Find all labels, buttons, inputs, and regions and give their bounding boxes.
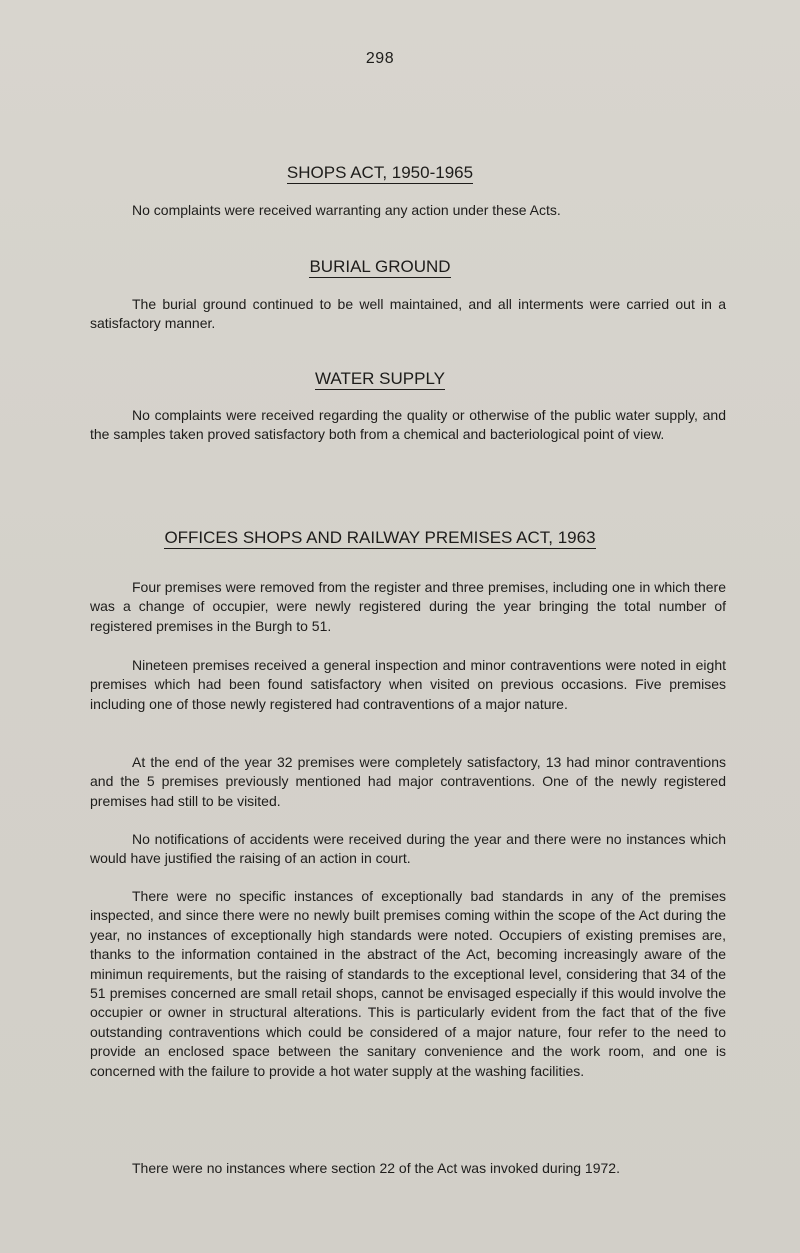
heading-text: WATER SUPPLY [314, 369, 446, 388]
paragraph-burial-ground: The burial ground continued to be well maintained, and all interments were carried out in a satisfactory manner. [90, 296, 726, 332]
heading-text: SHOPS ACT, 1950-1965 [286, 163, 474, 182]
page-number: 298 [365, 50, 395, 67]
paragraph-standards: There were no specific instances of exceptionally bad standards in any of the premises inspected, and since there were no newly built premises coming within the scope of the Act during the year, no instances of exceptionally high standards were noted. Occupiers of existing premises are, thanks to the information contained in the abstract of the Act, becoming increasingly aware of the minimun requirements, but the raising of standards to the exceptional level, considering that 34 of the 51 premises concerned are small retail shops, cannot be envisaged especially if this would involve the occupier or owner in structural alterations. This is particularly evident from the fact that of the five outstanding contraventions which could be considered of a major nature, four refer to the need to provide an enclosed space between the sanitary convenience and the work room, and one is concerned with the failure to provide a hot water supply at the washing facilities. [90, 888, 726, 1079]
paragraph-shops-act: No complaints were received warranting any action under these Acts. [132, 202, 561, 218]
paragraph-accidents: No notifications of accidents were received during the year and there were no instances which would have justified the raising of an action in court. [90, 831, 726, 867]
heading-text: OFFICES SHOPS AND RAILWAY PREMISES ACT, 1963 [164, 528, 596, 547]
heading-water-supply [0, 369, 760, 389]
heading-shops-act [0, 163, 760, 183]
heading-offices-shops-railway [0, 528, 760, 548]
paragraph-register-changes: Four premises were removed from the register and three premises, including one in which there was a change of occupier, were newly registered during the year bringing the total number of registered premises in the Burgh to 51. [90, 579, 726, 634]
paragraph-general-inspection: Nineteen premises received a general inspection and minor contraventions were noted in eight premises which had been found satisfactory when visited on previous occasions. Five premises including one of those newly registered had contraventions of a major nature. [90, 657, 726, 712]
paragraph-end-of-year: At the end of the year 32 premises were completely satisfactory, 13 had minor contraventions and the 5 premises previously mentioned had major contraventions. One of the newly registered premises had still to be visited. [90, 754, 726, 809]
paragraph-water-supply: No complaints were received regarding the quality or otherwise of the public water supply, and the samples taken proved satisfactory both from a chemical and bacteriological point of view. [90, 407, 726, 443]
heading-text: BURIAL GROUND [309, 257, 451, 276]
paragraph-section-22: There were no instances where section 22 of the Act was invoked during 1972. [132, 1160, 620, 1176]
heading-burial-ground [0, 257, 760, 277]
